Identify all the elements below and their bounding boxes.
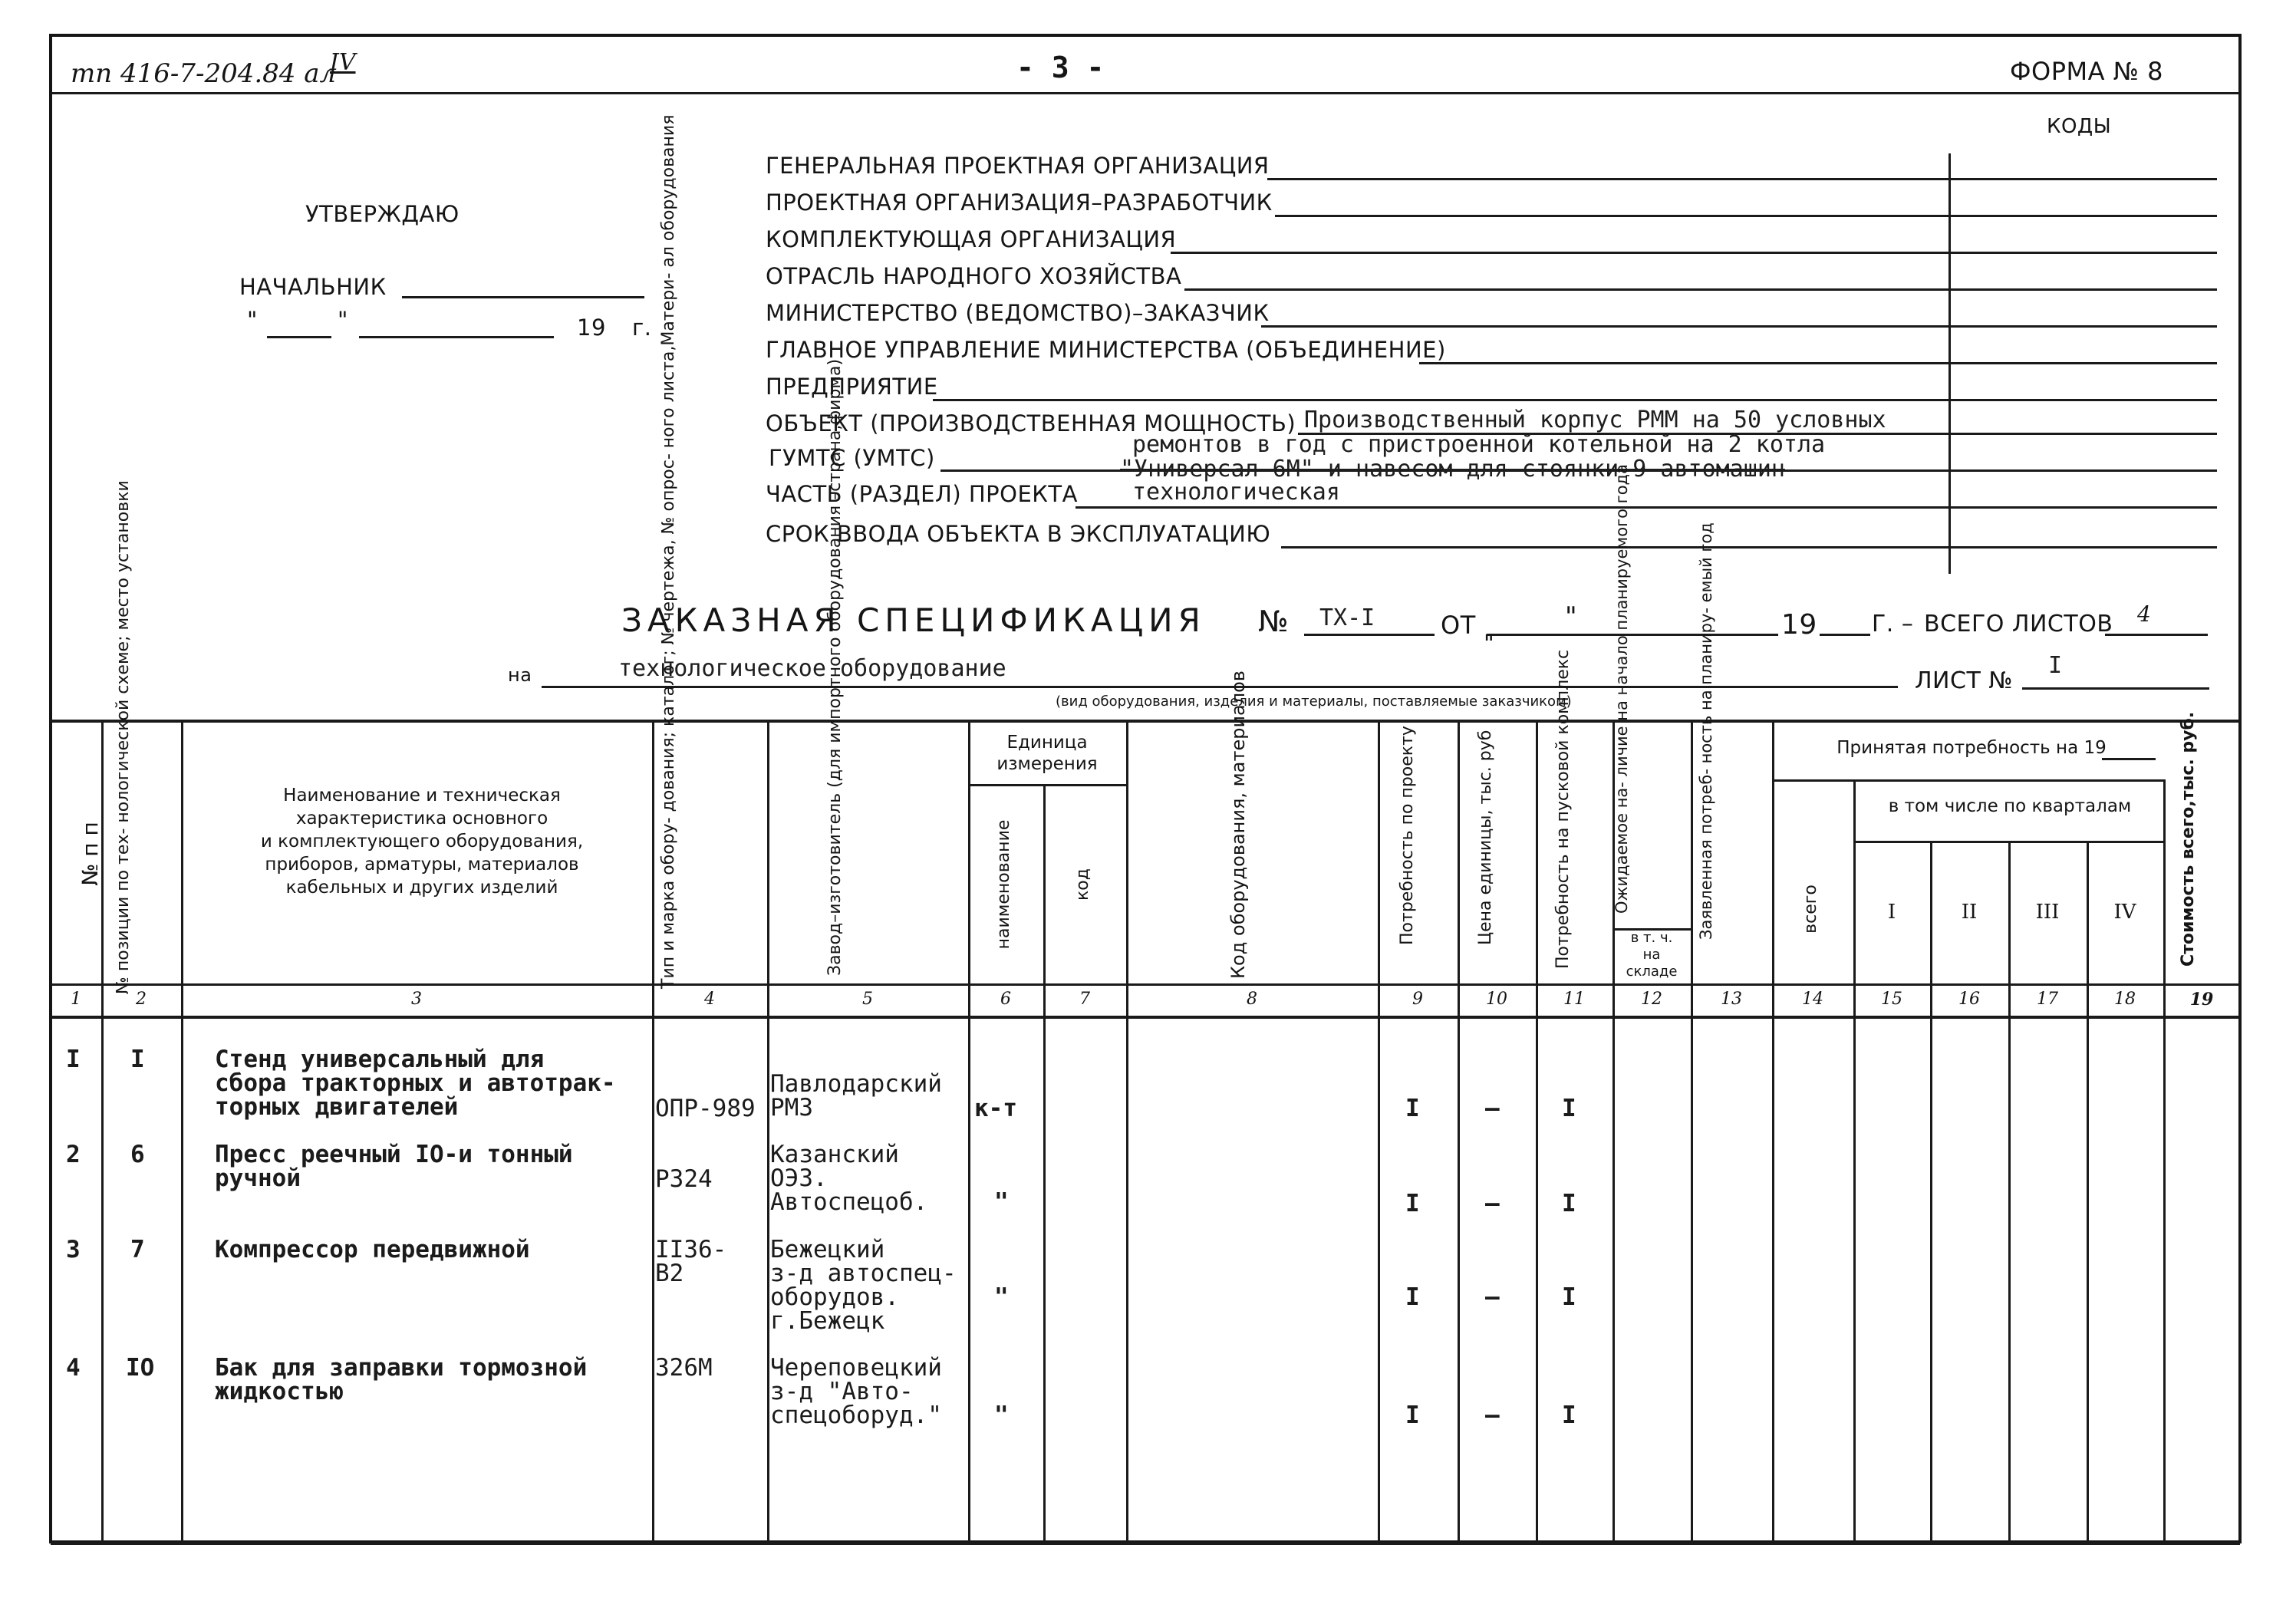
object-text-line-2: ремонтов в год с пристроенной котельной на 2 котла (1132, 431, 1826, 458)
org-line-object: ОБЪЕКТ (ПРОИЗВОДСТВЕННАЯ МОЩНОСТЬ) (766, 410, 1296, 436)
row1-no: I (66, 1046, 81, 1073)
row2-no: 2 (66, 1141, 81, 1168)
header-unit-price: Цена единицы, тыс. руб (1476, 730, 1495, 945)
col-line-10 (1536, 721, 1538, 1542)
org-line-enterprise: ПРЕДПРИЯТИЕ (766, 374, 938, 400)
spec-number-label: № (1258, 604, 1290, 638)
spec-equipment-kind: технологическое оборудование (618, 655, 1006, 682)
org-line-main-dept: ГЛАВНОЕ УПРАВЛЕНИЕ МИНИСТЕРСТВА (ОБЪЕДИНЕНИЕ) (766, 337, 1446, 363)
col-line-7 (1126, 721, 1128, 1542)
row1-type: ОПР-989 (655, 1095, 756, 1122)
header-expected: Ожидаемое на- личие на начало планируемого года (1612, 464, 1631, 914)
row1-name: Стенд универсальный для сбора тракторных и автотрак- торных двигателей (215, 1046, 616, 1121)
org-line-supplier-rule (1171, 252, 2217, 254)
spec-total-sheets-value: 4 (2137, 601, 2151, 627)
col-line-5 (968, 721, 970, 1542)
accepted-year-rule (2102, 758, 2156, 760)
date-year-prefix: 19 (577, 315, 606, 341)
header-unit-code: код (1073, 868, 1092, 901)
header-unit-group: Единица измерения (996, 733, 1098, 774)
spec-year-rule (1820, 634, 1870, 636)
colnum-5: 5 (862, 990, 873, 1009)
page-number: - 3 - (1016, 51, 1105, 84)
colnum-10: 10 (1486, 990, 1507, 1009)
row3-price: – (1485, 1283, 1500, 1311)
colnum-2: 2 (136, 990, 147, 1009)
spec-from-label: ОТ (1441, 611, 1476, 640)
row1-price: – (1485, 1095, 1500, 1122)
org-line-industry: ОТРАСЛЬ НАРОДНОГО ХОЗЯЙСТВА (766, 263, 1182, 289)
spec-title: ЗАКАЗНАЯ СПЕЦИФИКАЦИЯ (621, 601, 1206, 639)
row2-name: Пресс реечный IO-и тонный ручной (215, 1141, 573, 1192)
header-name: Наименование и техническая характеристика основного и комплектующего оборудования, приборов, арматуры, материалов кабельных и других изделий (260, 786, 584, 898)
header-type: Тип и марка обору- дования; каталог; № чертежа, № опрос- ного листа,Матери- ал оборудования (659, 114, 678, 989)
header-quarter-3: III (2035, 901, 2060, 924)
col-line-18 (2163, 779, 2166, 1542)
col-line-16 (2008, 841, 2011, 1542)
header-declared: Заявленная потреб- ность на планиру- емый год (1697, 522, 1715, 940)
spec-equipment-rule (542, 686, 1898, 688)
doc-code: тп 416-7-204.84 ал (71, 58, 337, 89)
org-line-general-rule (1267, 178, 2217, 180)
header-cost: Стоимость всего,тыс. руб. (2179, 711, 2198, 967)
row2-launch: I (1562, 1190, 1576, 1217)
colnum-14: 14 (1802, 990, 1823, 1009)
section-text: технологическая (1132, 479, 1340, 506)
row2-type: Р324 (655, 1165, 713, 1193)
header-position: № позиции по тех- нологической схеме; место установки (114, 480, 133, 994)
row4-name: Бак для заправки тормозной жидкостью (215, 1354, 588, 1405)
chief-label: НАЧАЛЬНИК (239, 274, 387, 300)
org-line-supplier: КОМПЛЕКТУЮЩАЯ ОРГАНИЗАЦИЯ (766, 226, 1177, 252)
form-label: ФОРМА № 8 (2010, 57, 2164, 86)
row3-launch: I (1562, 1283, 1576, 1311)
approve-label: УТВЕРЖДАЮ (305, 201, 460, 227)
row4-unit: " (994, 1402, 1009, 1429)
row2-unit: " (994, 1188, 1009, 1216)
spec-number-value: ТХ-I (1319, 604, 1375, 631)
album-mark: IV (330, 49, 356, 76)
colnum-7: 7 (1079, 990, 1090, 1009)
spec-sheet-value: I (2048, 652, 2063, 679)
spec-sheet-rule (2022, 687, 2209, 690)
spec-quote-a: " (1565, 601, 1578, 632)
col-line-6 (1043, 784, 1046, 1542)
row1-launch: I (1562, 1095, 1576, 1122)
spec-year-suffix: Г. – (1872, 611, 1914, 637)
row3-no: 3 (66, 1236, 81, 1263)
table-colnum-bottom (51, 1016, 2240, 1019)
header-in-stock: в т. ч. на складе (1626, 930, 1678, 980)
table-bottom-rule (51, 1542, 2240, 1545)
spec-year-label: 19 (1781, 609, 1817, 641)
org-line-ministry: МИНИСТЕРСТВО (ВЕДОМСТВО)–ЗАКАЗЧИК (766, 300, 1270, 326)
date-month-line (359, 336, 554, 338)
colnum-6: 6 (1000, 990, 1011, 1009)
header-unit-name: наименование (994, 819, 1013, 950)
colnum-18: 18 (2114, 990, 2136, 1009)
row4-launch: I (1562, 1402, 1576, 1429)
row3-name: Компрессор передвижной (215, 1236, 530, 1263)
org-line-enterprise-rule (933, 399, 2217, 401)
date-year-suffix: г. (632, 315, 652, 341)
header-quarter-2: II (1961, 901, 1978, 924)
header-accepted-group: Принятая потребность на 19 (1836, 738, 2107, 758)
colnum-13: 13 (1721, 990, 1742, 1009)
row1-maker: Павлодарский РМЗ (770, 1070, 942, 1122)
colnum-19: 19 (2189, 990, 2214, 1010)
row3-unit: " (994, 1283, 1009, 1311)
header-quarters-group: в том числе по кварталам (1888, 796, 2132, 816)
header-row-number: № п п (77, 822, 103, 886)
spec-number-rule (1304, 634, 1435, 636)
header-rule (51, 92, 2240, 94)
header-need-project: Потребность по проекту (1398, 726, 1417, 945)
row3-need: I (1405, 1283, 1420, 1311)
row1-position: I (130, 1046, 145, 1073)
spec-total-sheets-label: ВСЕГО ЛИСТОВ (1924, 611, 2113, 637)
org-line-developer: ПРОЕКТНАЯ ОРГАНИЗАЦИЯ–РАЗРАБОТЧИК (766, 189, 1273, 216)
colnum-11: 11 (1563, 990, 1585, 1009)
spec-on-label: на (508, 664, 532, 686)
colnum-16: 16 (1958, 990, 1980, 1009)
row4-price: – (1485, 1402, 1500, 1429)
col-line-9 (1458, 721, 1460, 1542)
org-line-commissioning: СРОК ВВОДА ОБЪЕКТА В ЭКСПЛУАТАЦИЮ (766, 521, 1271, 547)
col-line-8 (1378, 721, 1380, 1542)
header-quarter-1: I (1887, 901, 1896, 924)
col-line-2 (181, 721, 183, 1542)
unit-group-rule (968, 784, 1126, 786)
org-line-section-rule (1076, 506, 2217, 509)
row1-unit: к-т (974, 1095, 1017, 1122)
org-line-general: ГЕНЕРАЛЬНАЯ ПРОЕКТНАЯ ОРГАНИЗАЦИЯ (766, 153, 1270, 179)
header-maker: Завод–изготовитель (для импортного оборудования –страна,фирма) (825, 358, 845, 976)
colnum-17: 17 (2037, 990, 2058, 1009)
row4-position: IO (126, 1354, 155, 1382)
col-line-14 (1853, 779, 1856, 1542)
col-line-15 (1930, 841, 1932, 1542)
colnum-9: 9 (1412, 990, 1423, 1009)
spec-date-rule (1487, 634, 1778, 636)
row4-type: 326М (655, 1354, 713, 1382)
header-total: всего (1801, 885, 1820, 934)
row3-position: 7 (130, 1236, 145, 1263)
col-line-3 (652, 721, 654, 1542)
colnum-3: 3 (411, 990, 422, 1009)
date-quote-close: " (338, 307, 348, 333)
row3-type: II36- В2 (655, 1236, 727, 1287)
org-line-gumts: ГУМТС (УМТС) (769, 445, 935, 471)
spec-total-sheets-rule (2105, 634, 2208, 636)
org-line-ministry-rule (1261, 325, 2217, 328)
codes-label: КОДЫ (2047, 115, 2112, 138)
row1-need: I (1405, 1095, 1420, 1122)
col-line-12 (1691, 721, 1693, 1542)
org-line-commissioning-rule (1281, 546, 2217, 548)
colnum-1: 1 (71, 990, 81, 1009)
colnum-15: 15 (1881, 990, 1902, 1009)
chief-signature-line (402, 296, 644, 298)
col-line-4 (767, 721, 769, 1542)
table-top-rule (51, 720, 2240, 723)
row4-no: 4 (66, 1354, 81, 1382)
row2-need: I (1405, 1190, 1420, 1217)
col-line-13 (1772, 721, 1774, 1542)
date-day-line (267, 336, 331, 338)
date-quote-open: " (247, 307, 258, 333)
row3-maker: Бежецкий з-д автоспец- оборудов. г.Бежецк (770, 1236, 957, 1335)
org-line-industry-rule (1184, 288, 2217, 291)
row2-position: 6 (130, 1141, 145, 1168)
row4-need: I (1405, 1402, 1420, 1429)
header-equipment-code: Код оборудования, материалов (1227, 670, 1249, 979)
colnum-8: 8 (1247, 990, 1257, 1009)
org-line-section: ЧАСТЬ (РАЗДЕЛ) ПРОЕКТА (766, 481, 1078, 507)
spec-caption: (вид оборудования, изделия и материалы, поставляемые заказчиком) (1056, 693, 1572, 710)
object-text-line-1: Производственный корпус РММ на 50 условных (1304, 407, 1886, 433)
header-launch-need: Потребность на пусковой комплекс (1553, 649, 1573, 969)
col-line-17 (2087, 841, 2089, 1542)
org-line-developer-rule (1275, 215, 2217, 217)
spec-quote-b: " (1484, 631, 1495, 657)
row4-maker: Череповецкий з-д "Авто- спецоборуд." (770, 1354, 942, 1429)
row2-price: – (1485, 1190, 1500, 1217)
org-line-main-dept-rule (1419, 362, 2217, 364)
table-header-bottom (51, 983, 2240, 986)
colnum-12: 12 (1641, 990, 1662, 1009)
spec-sheet-label: ЛИСТ № (1915, 667, 2014, 694)
object-text-line-3: "Универсал-6М" и навесом для стоянки 9 автомашин (1120, 456, 1785, 483)
row2-maker: Казанский ОЭЗ. Автоспецоб. (770, 1141, 928, 1216)
colnum-4: 4 (704, 990, 715, 1009)
accepted-group-rule (1772, 779, 2163, 782)
header-quarter-4: IV (2113, 901, 2136, 924)
